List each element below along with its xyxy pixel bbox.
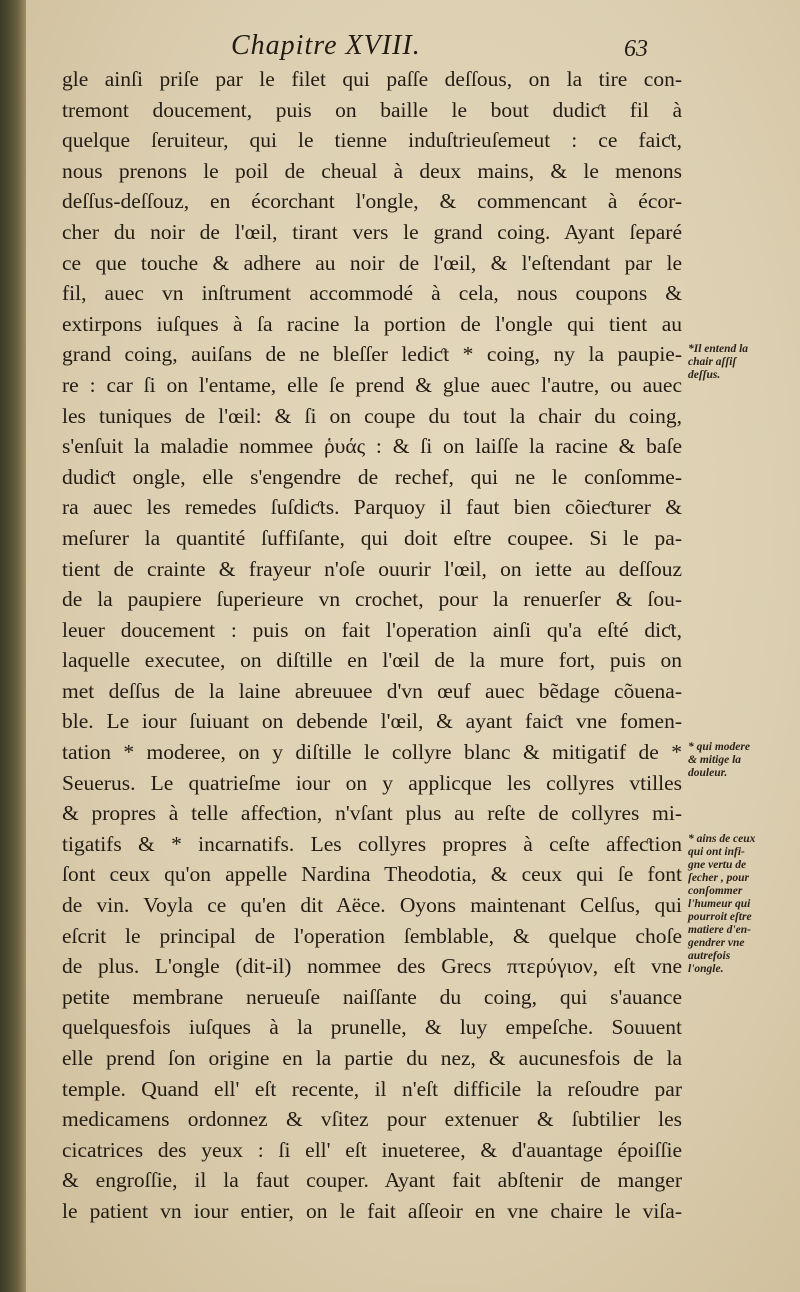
- chapter-title: Chapitre XVIII.: [231, 30, 421, 61]
- text-line: ce que touche & adhere au noir de l'œil, & l'eſtendant par le: [62, 250, 682, 275]
- text-line: gle ainſi priſe par le filet qui paſſe deſſous, on la tire con-: [62, 67, 682, 91]
- margin-note: [688, 833, 796, 976]
- text-line: ſont ceux qu'on appelle Nardina Theodotia, & ceux qui ſe font: [62, 862, 682, 887]
- margin-note-line: autrefois: [688, 950, 731, 962]
- text-line: fil, auec vn inſtrument accommodé à cela, nous coupons &: [62, 281, 682, 306]
- margin-note-line: pourroit eſtre: [688, 911, 752, 923]
- margin-note: [688, 741, 796, 780]
- text-line: laquelle executee, on diſtille en l'œil de la mure fort, puis on: [62, 648, 682, 673]
- text-line: quelque ſeruiteur, qui le tienne induſtrieuſemeut : ce faiƈt,: [62, 128, 682, 153]
- text-line: quelquesfois iuſques à la prunelle, & luy empeſche. Souuent: [62, 1015, 682, 1040]
- text-line: deſſus-deſſouz, en écorchant l'ongle, & commencant à écor-: [62, 189, 682, 214]
- margin-note-line: l'humeur qui: [688, 898, 751, 910]
- margin-note-line: matiere d'en-: [688, 924, 751, 936]
- text-line: Seuerus. Le quatrieſme iour on y applicque les collyres vtilles: [62, 770, 682, 795]
- running-header: [26, 24, 800, 64]
- text-line: medicamens ordonnez & vſitez pour extenuer & ſubtilier les: [62, 1107, 682, 1132]
- text-line: temple. Quand ell' eſt recente, il n'eſt difficile la reſoudre par: [62, 1076, 682, 1101]
- book-binding-edge: [0, 0, 26, 1292]
- text-line: tigatifs & * incarnatifs. Les collyres propres à ceſte affeƈtion: [62, 831, 682, 856]
- text-line: & propres à telle affeƈtion, n'vſant plus au reſte de collyres mi-: [62, 801, 682, 826]
- margin-note-line: deſſus.: [688, 369, 721, 382]
- margin-note-line: * qui modere: [688, 741, 750, 754]
- margin-note-line: ſecher , pour: [688, 872, 750, 884]
- text-line: de vin. Voyla ce qu'en dit Aëce. Oyons maintenant Celſus, qui: [62, 893, 682, 918]
- text-line: tient de crainte & frayeur n'oſe ouurir l'œil, on iette au deſſouz: [62, 556, 682, 581]
- text-line: cher du noir de l'œil, tirant vers le grand coing. Ayant ſeparé: [62, 219, 682, 244]
- text-line: meſurer la quantité ſuffiſante, qui doit eſtre coupee. Si le pa-: [62, 525, 682, 550]
- text-line: tation * moderee, on y diſtille le collyre blanc & mitigatif de *: [62, 740, 682, 765]
- text-line: ra auec les remedes ſuſdiƈts. Parquoy il faut bien cõieƈturer &: [62, 495, 682, 520]
- text-line: ble. Le iour ſuiuant on debende l'œil, & ayant faiƈt vne fomen-: [62, 709, 682, 734]
- main-text-block: [62, 64, 682, 1227]
- margin-note-line: gne vertu de: [688, 859, 747, 871]
- book-page: [26, 0, 800, 1292]
- text-line: dudiƈt ongle, elle s'engendre de rechef, qui ne le conſomme-: [62, 464, 682, 489]
- text-line: leuer doucement : puis on fait l'operation ainſi qu'a eſté diƈt,: [62, 617, 682, 642]
- text-line: & engroſſie, il la faut couper. Ayant fait abſtenir de manger: [62, 1168, 682, 1193]
- text-line: met deſſus de la laine abreuuee d'vn œuf auec bẽdage cõuena-: [62, 678, 682, 703]
- text-line: s'enſuit la maladie nommee ῥυάς : & ſi on laiſſe la racine & baſe: [62, 434, 682, 459]
- margin-note-line: chair aſſiſ: [688, 356, 737, 369]
- text-line: eſcrit le principal de l'operation ſemblable, & quelque choſe: [62, 923, 682, 948]
- margin-note-line: gendrer vne: [688, 937, 745, 949]
- text-line: tremont doucement, puis on baille le bout dudiƈt fil à: [62, 97, 682, 122]
- margin-note-line: qui ont infi-: [688, 846, 745, 858]
- text-line: petite membrane nerueuſe naiſſante du coing, qui s'auance: [62, 984, 682, 1009]
- margin-note-line: l'ongle.: [688, 963, 724, 975]
- text-line: le patient vn iour entier, on le fait aſſeoir en vne chaire le viſa-: [62, 1198, 682, 1223]
- margin-note-line: conſommer: [688, 885, 743, 897]
- text-line: de plus. L'ongle (dit-il) nommee des Grecs πτερύγιον, eſt vne: [62, 954, 682, 979]
- text-line: de la paupiere ſuperieure vn crochet, pour la renuerſer & ſou-: [62, 587, 682, 612]
- text-line: nous prenons le poil de cheual à deux mains, & le menons: [62, 158, 682, 183]
- margin-note-line: douleur.: [688, 767, 728, 780]
- text-line: grand coing, auiſans de ne bleſſer lediƈt * coing, ny la paupie-: [62, 342, 682, 367]
- text-line: extirpons iuſques à ſa racine la portion de l'ongle qui tient au: [62, 311, 682, 336]
- margin-note-line: & mitige la: [688, 754, 742, 767]
- margin-note: [688, 343, 796, 382]
- text-line: les tuniques de l'œil: & ſi on coupe du tout la chair du coing,: [62, 403, 682, 428]
- text-line: elle prend ſon origine en la partie du nez, & aucunesfois de la: [62, 1046, 682, 1070]
- text-line: cicatrices des yeux : ſi ell' eſt inueteree, & d'auantage époiſſie: [62, 1137, 682, 1162]
- page-number: 63: [624, 36, 648, 62]
- text-line: re : car ſi on l'entame, elle ſe prend & glue auec l'autre, ou auec: [62, 372, 682, 397]
- margin-note-line: * ains de ceux: [688, 833, 756, 845]
- margin-note-line: *Il entend la: [688, 343, 749, 356]
